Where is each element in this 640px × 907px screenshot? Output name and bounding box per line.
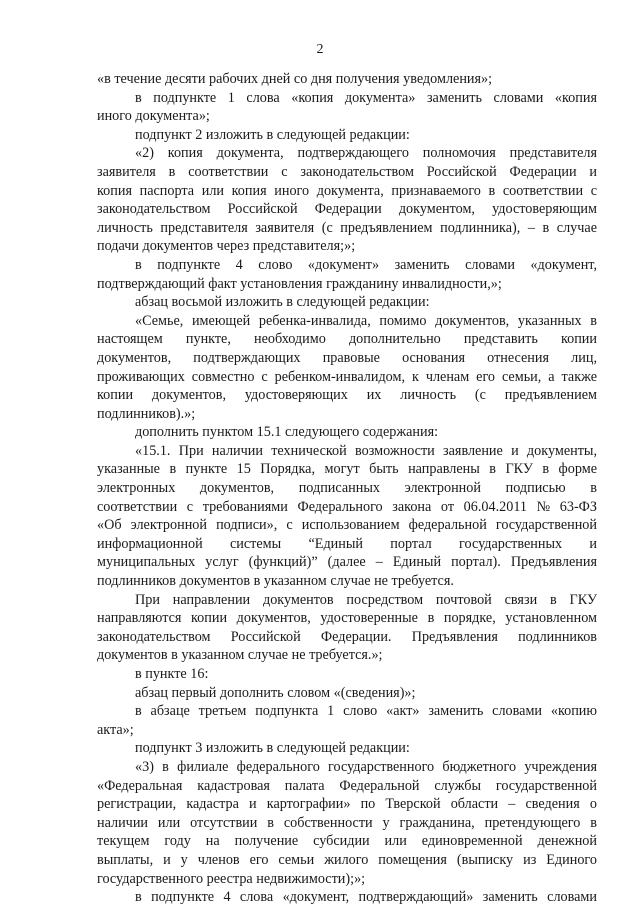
text-line: личность представителя заявителя (с предъявлением подлинника), – в случае (97, 219, 597, 236)
text-line: копия паспорта или копия иного документа, признаваемого в соответствии с (97, 182, 597, 199)
text-line: акта»; (97, 721, 134, 738)
text-line: «Об электронной подписи», с использованием федеральной государственной (97, 517, 597, 534)
text-line: законодательством Российской Федерации. Предъявления подлинников (97, 628, 597, 645)
text-line: в пункте 16: (135, 666, 209, 682)
text-line: «3) в филиале федерального государственного бюджетного учреждения (135, 758, 597, 775)
text-line: «в течение десяти рабочих дней со дня получения уведомления»; (97, 71, 493, 87)
text-line: подлинников).»; (97, 405, 196, 422)
text-line: информационной системы “Единый портал государственных и (97, 535, 597, 552)
text-line: заявителя в соответствии с законодательством Российской Федерации и (97, 163, 597, 180)
text-line: иного документа»; (97, 108, 210, 125)
text-line: подачи документов через представителя;»; (97, 238, 356, 255)
text-line: в подпункте 4 слово «документ» заменить словами «документ, (135, 256, 597, 273)
text-line: подпункт 3 изложить в следующей редакции: (135, 740, 410, 757)
text-line: государственного реестра недвижимости);»; (97, 870, 366, 887)
text-line: «2) копия документа, подтверждающего полномочия представителя (135, 145, 597, 162)
text-line: документов в указанном случае не требуется.»; (97, 647, 383, 664)
page-number: 2 (316, 42, 324, 57)
text-line: абзац восьмой изложить в следующей редакции: (135, 294, 430, 311)
text-line: в подпункте 1 слова «копия документа» заменить словами «копия (135, 89, 597, 106)
text-line: подпункт 2 изложить в следующей редакции: (135, 126, 410, 143)
text-line: подлинников документов в указанном случае не требуется. (97, 573, 454, 590)
text-line: соответствии с требованиями Федерального закона от 06.04.2011 № 63-ФЗ (97, 498, 597, 515)
text-line: регистрации, кадастра и картографии» по Тверской области – сведения о (97, 796, 597, 813)
text-line: дополнить пунктом 15.1 следующего содержания: (135, 424, 439, 441)
text-line: настоящем пункте, необходимо дополнительно представить копии (97, 331, 597, 348)
text-line: указанные в пункте 15 Порядка, могут быть направлены в ГКУ в форме (97, 461, 597, 478)
text-line: подтверждающий факт установления гражданину инвалидности,»; (97, 275, 502, 292)
text-line: законодательством Российской Федерации документом, удостоверяющим (97, 201, 597, 218)
text-line: «15.1. При наличии технической возможности заявление и документы, (135, 442, 597, 459)
text-line: электронных документов, подписанных электронной подписью в (97, 480, 597, 497)
text-line: При направлении документов посредством почтовой связи в ГКУ (135, 591, 597, 608)
text-line: «Семье, имеющей ребенка-инвалида, помимо документов, указанных в (135, 312, 597, 329)
text-line: в подпункте 4 слова «документ, подтверждающий» заменить словами (135, 889, 597, 906)
text-line: муниципальных услуг (функций)” (далее – Единый портал). Предъявления (97, 554, 597, 571)
text-line: документов, подтверждающих правовые основания отнесения лиц, (97, 349, 597, 366)
text-line: «Федеральная кадастровая палата Федеральной службы государственной (97, 777, 597, 794)
document-body (97, 70, 597, 907)
text-line: наличии или отсутствии в собственности у гражданина, претендующего в (97, 814, 597, 831)
text-line: проживающих совместно с ребенком-инвалидом, к членам его семьи, а также (97, 368, 597, 385)
text-line: копии документов, удостоверяющих их личность (с предъявлением (97, 387, 597, 404)
text-line: в абзаце третьем подпункта 1 слово «акт» заменить словами «копию (135, 703, 597, 720)
text-line: выплаты, и у членов его семьи жилого помещения (выписку из Единого (97, 851, 597, 868)
text-line: абзац первый дополнить словом «(сведения)»; (135, 684, 416, 701)
text-line: направляются копии документов, удостоверенные в порядке, установленном (97, 610, 597, 627)
text-line: текущем году на получение субсидии или единовременной денежной (97, 833, 597, 850)
